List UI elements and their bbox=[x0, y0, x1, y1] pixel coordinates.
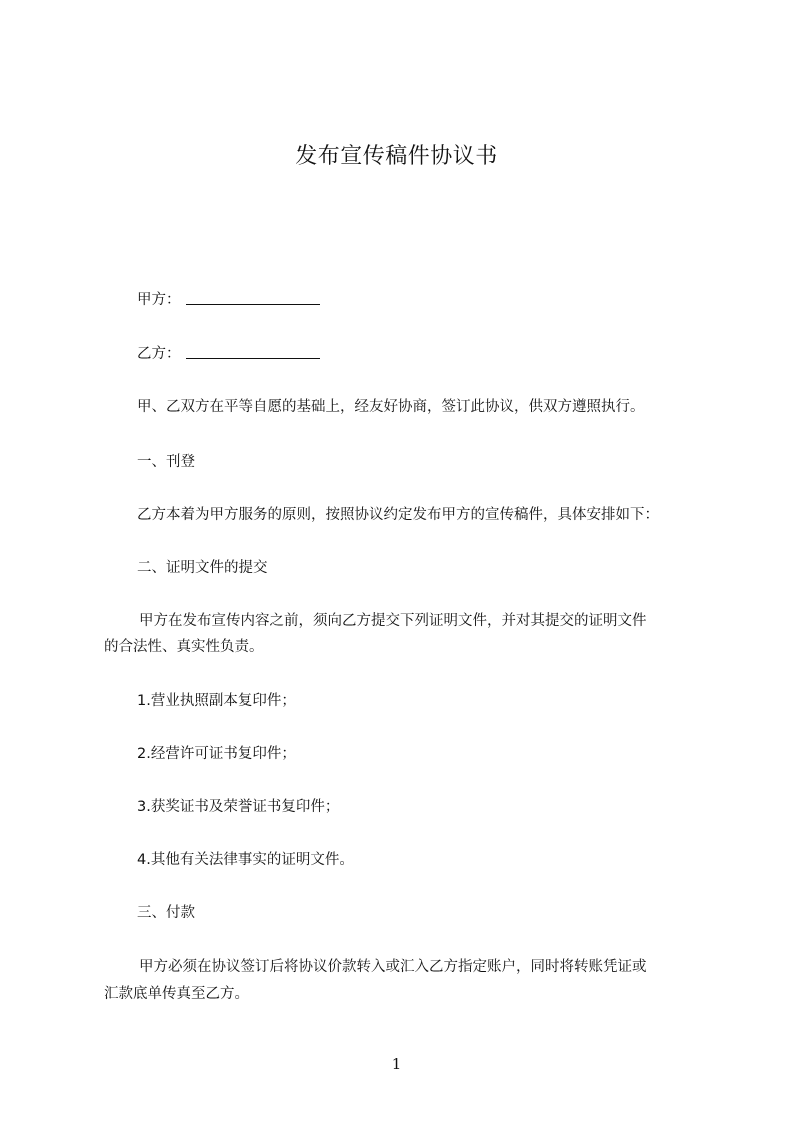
section1-heading-text: 一、刊登 bbox=[137, 454, 195, 470]
section1-body: 乙方本着为甲方服务的原则，按照协议约定发布甲方的宣传稿件，具体安排如下： bbox=[137, 507, 659, 523]
intro-text: 甲、乙双方在平等自愿的基础上，经友好协商，签订此协议，供双方遵照执行。 bbox=[137, 399, 645, 415]
section2-body-line2: 的合法性、真实性负责。 bbox=[104, 639, 264, 655]
list-item-text: 1.营业执照副本复印件； bbox=[137, 693, 296, 709]
party-b-label: 乙方： bbox=[137, 346, 181, 362]
party-b-blank bbox=[186, 345, 320, 359]
section3-heading-text: 三、付款 bbox=[137, 905, 195, 921]
list-item-text: 2.经营许可证书复印件； bbox=[137, 746, 296, 762]
section2-body-line1: 甲方在发布宣传内容之前，须向乙方提交下列证明文件，并对其提交的证明文件 bbox=[139, 613, 647, 629]
document-title: 发布宣传稿件协议书 bbox=[295, 144, 498, 169]
list-item-text: 4.其他有关法律事实的证明文件。 bbox=[137, 852, 354, 868]
list-item-text: 3.获奖证书及荣誉证书复印件； bbox=[137, 799, 340, 815]
party-a-blank bbox=[186, 291, 320, 305]
section2-heading-text: 二、证明文件的提交 bbox=[137, 560, 268, 576]
page-number: 1 bbox=[391, 1055, 402, 1073]
section3-body-line1: 甲方必须在协议签订后将协议价款转入或汇入乙方指定账户，同时将转账凭证或 bbox=[139, 959, 647, 975]
section3-body-line2: 汇款底单传真至乙方。 bbox=[104, 986, 249, 1002]
party-a-label: 甲方： bbox=[137, 292, 181, 308]
